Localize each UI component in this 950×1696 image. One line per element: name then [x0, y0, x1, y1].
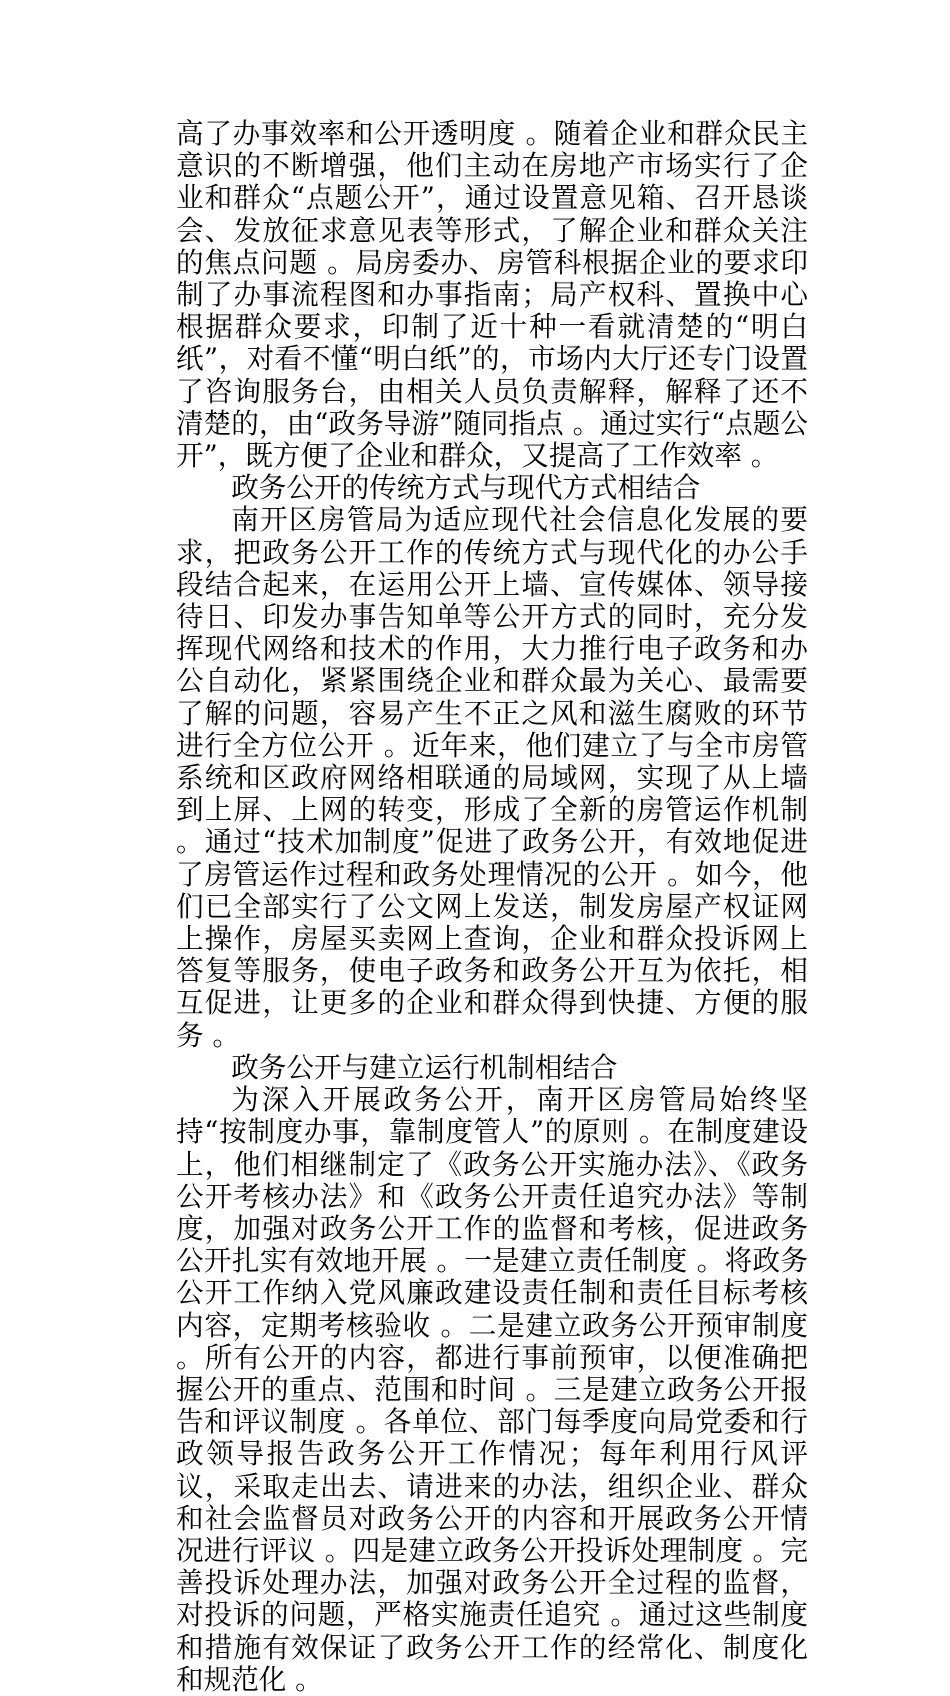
paragraph-continuation: 高了办事效率和公开透明度 。随着企业和群众民主意识的不断增强，他们主动在房地产市场实行了企业和群众“点题公开”，通过设置意见箱、召开恳谈会、发放征求意见表等形式，了解企业和群众关注的焦点问题 。局房委办、房管科根据企业的要求印制了办事流程图和办事指南；局产权科、置换中心根据群众要求，印制了近十种一看就清楚的“明白纸”，对看不懂“明白纸”的，市场内大厅还专门设置了咨询服务台，由相关人员负责解释，解释了还不清楚的，由“政务导游”随同指点 。通过实行“点题公开”，既方便了企业和群众，又提高了工作效率 。: [176, 117, 808, 473]
section-heading-traditional-modern: 政务公开的传统方式与现代方式相结合: [231, 471, 701, 505]
document-page: [176, 118, 808, 1696]
paragraph-operating-mechanism: 为深入开展政务公开，南开区房管局始终坚持“按制度办事，靠制度管人”的原则 。在制度建设上，他们相继制定了《政务公开实施办法》、《政务公开考核办法》和《政务公开责任追究办法》等制度，加强对政务公开工作的监督和考核，促进政务公开扎实有效地开展 。一是建立责任制度 。将政务公开工作纳入党风廉政建设责任制和责任目标考核内容，定期考核验收 。二是建立政务公开预审制度 。所有公开的内容，都进行事前预审，以便准确把握公开的重点、范围和时间 。三是建立政务公开报告和评议制度 。各单位、部门每季度向局党委和行政领导报告政务公开工作情况；每年利用行风评议，采取走出去、请进来的办法，组织企业、群众和社会监督员对政务公开的内容和开展政务公开情况进行评议 。四是建立政务公开投诉处理制度 。完善投诉处理办法，加强对政务公开全过程的监督，对投诉的问题，严格实施责任追究 。通过这些制度和措施有效保证了政务公开工作的经常化、制度化和规范化 。: [176, 1083, 808, 1696]
section-heading-operating-mechanism: 政务公开与建立运行机制相结合: [231, 1050, 618, 1084]
paragraph-traditional-modern: 南开区房管局为适应现代社会信息化发展的要求，把政务公开工作的传统方式与现代化的办公手段结合起来，在运用公开上墙、宣传媒体、领导接待日、印发办事告知单等公开方式的同时，充分发挥现代网络和技术的作用，大力推行电子政务和办公自动化，紧紧围绕企业和群众最为关心、最需要了解的问题，容易产生不正之风和滋生腐败的环节进行全方位公开 。近年来，他们建立了与全市房管系统和区政府网络相联通的局域网，实现了从上墙到上屏、上网的转变，形成了全新的房管运作机制 。通过“技术加制度”促进了政务公开，有效地促进了房管运作过程和政务处理情况的公开 。如今，他们已全部实行了公文网上发送，制发房屋产权证网上操作，房屋买卖网上查询，企业和群众投诉网上答复等服务，使电子政务和政务公开互为依托，相互促进，让更多的企业和群众得到快捷、方便的服务 。: [176, 503, 808, 1052]
